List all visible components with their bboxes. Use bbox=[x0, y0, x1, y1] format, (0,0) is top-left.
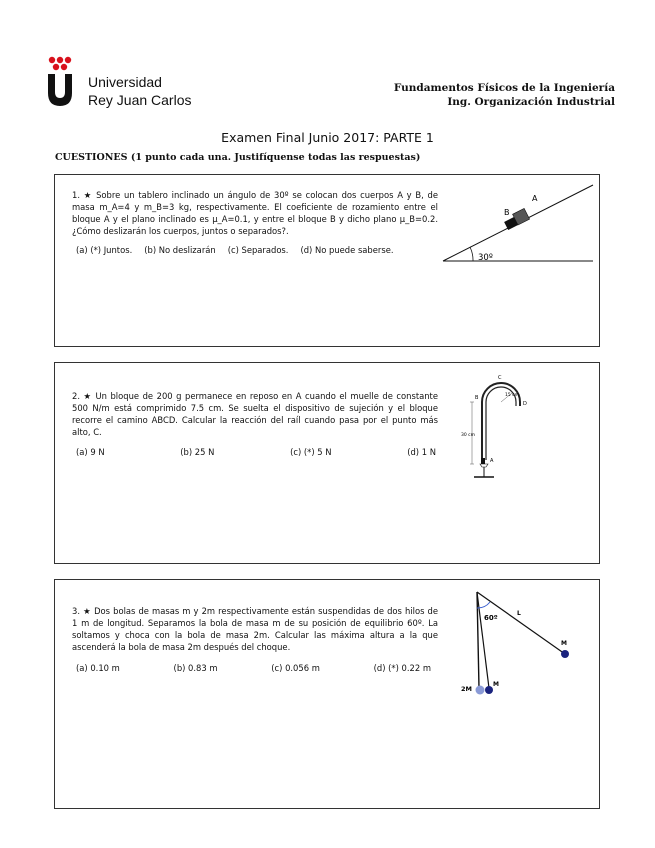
course-title: Fundamentos Físicos de la Ingeniería bbox=[393, 82, 615, 94]
radius-label: 15 cm bbox=[505, 393, 520, 398]
university-name-line2: Rey Juan Carlos bbox=[88, 92, 192, 108]
length-label: L bbox=[517, 610, 521, 617]
option-b: (b) 0.83 m bbox=[173, 663, 218, 673]
university-name-line1: Universidad bbox=[88, 74, 162, 90]
point-b-label: B bbox=[475, 395, 479, 401]
point-d-label: D bbox=[523, 401, 527, 407]
angle-label: 60º bbox=[484, 614, 498, 622]
option-a: (a) 9 N bbox=[76, 447, 105, 457]
option-b: (b) 25 N bbox=[180, 447, 215, 457]
instructions: CUESTIONES (1 punto cada una. Justifíquense todas las respuestas) bbox=[55, 152, 421, 163]
angle-label: 30º bbox=[478, 253, 493, 263]
block-b-label: B bbox=[504, 208, 510, 217]
point-c-label: C bbox=[498, 375, 502, 381]
option-c: (c) Separados. bbox=[227, 245, 289, 255]
question-2-text: 2. ★ Un bloque de 200 g permanece en reposo en A cuando el muelle de constante 500 N/m está comprimido 7.5 cm. Se suelta el dispositivo de sujeción y el bloque recorre el camino ABCD. Calcular la reacción del raíl cuando pasa por el punto más alto, C. bbox=[72, 391, 438, 437]
question-2-options bbox=[76, 447, 436, 457]
loop-track-figure bbox=[460, 372, 540, 480]
height-label: 30 cm bbox=[461, 433, 476, 438]
inclined-plane-figure bbox=[441, 180, 596, 265]
question-3-options bbox=[76, 663, 431, 673]
exam-title: Examen Final Junio 2017: PARTE 1 bbox=[221, 130, 434, 145]
question-3-box bbox=[54, 579, 600, 809]
block-at-a bbox=[481, 458, 485, 464]
question-1-text: 1. ★ Sobre un tablero inclinado un ángulo de 30º se colocan dos cuerpos A y B, de masa m_A=4 y m_B=3 kg, respectivamente. El coeficiente de rozamiento entre el bloque A y el plano inclinado es μ_A=0.1, y entre el bloque B y dicho plano μ_B=0.2. ¿Cómo deslizarán los cuerpos, juntos o separados?. bbox=[72, 190, 438, 236]
option-c: (c) (*) 5 N bbox=[290, 447, 332, 457]
urjc-logo-icon bbox=[46, 56, 86, 106]
ball-m-raised bbox=[561, 650, 569, 658]
option-d: (d) No puede saberse. bbox=[300, 245, 394, 255]
question-3-text: 3. ★ Dos bolas de masas m y 2m respectivamente están suspendidas de dos hilos de 1 m de longitud. Separamos la bola de masa m de su posición de equilibrio 60º. La soltamos y choca con la bola de masa 2m. Calcular las máxima altura a la que ascenderá la bola de masa 2m después del choque. bbox=[72, 606, 438, 652]
option-a: (a) (*) Juntos. bbox=[76, 245, 133, 255]
course-header bbox=[315, 81, 615, 109]
option-c: (c) 0.056 m bbox=[271, 663, 320, 673]
question-1-box bbox=[54, 174, 600, 347]
option-d: (d) (*) 0.22 m bbox=[373, 663, 431, 673]
block-a-label: A bbox=[532, 194, 538, 203]
question-1-options bbox=[76, 245, 394, 255]
ball-2m-label: 2M bbox=[461, 685, 472, 693]
ball-2m bbox=[476, 686, 485, 695]
point-a-label: A bbox=[490, 458, 494, 464]
option-d: (d) 1 N bbox=[407, 447, 436, 457]
option-a: (a) 0.10 m bbox=[76, 663, 120, 673]
option-b: (b) No deslizarán bbox=[144, 245, 216, 255]
ball-m-rest bbox=[485, 686, 493, 694]
course-degree: Ing. Organización Industrial bbox=[447, 96, 615, 108]
university-logo bbox=[46, 56, 196, 108]
ball-m-label: M bbox=[561, 640, 567, 647]
question-2-box bbox=[54, 362, 600, 564]
pendulum-figure bbox=[455, 588, 575, 703]
ball-m-rest-label: M bbox=[493, 681, 499, 688]
